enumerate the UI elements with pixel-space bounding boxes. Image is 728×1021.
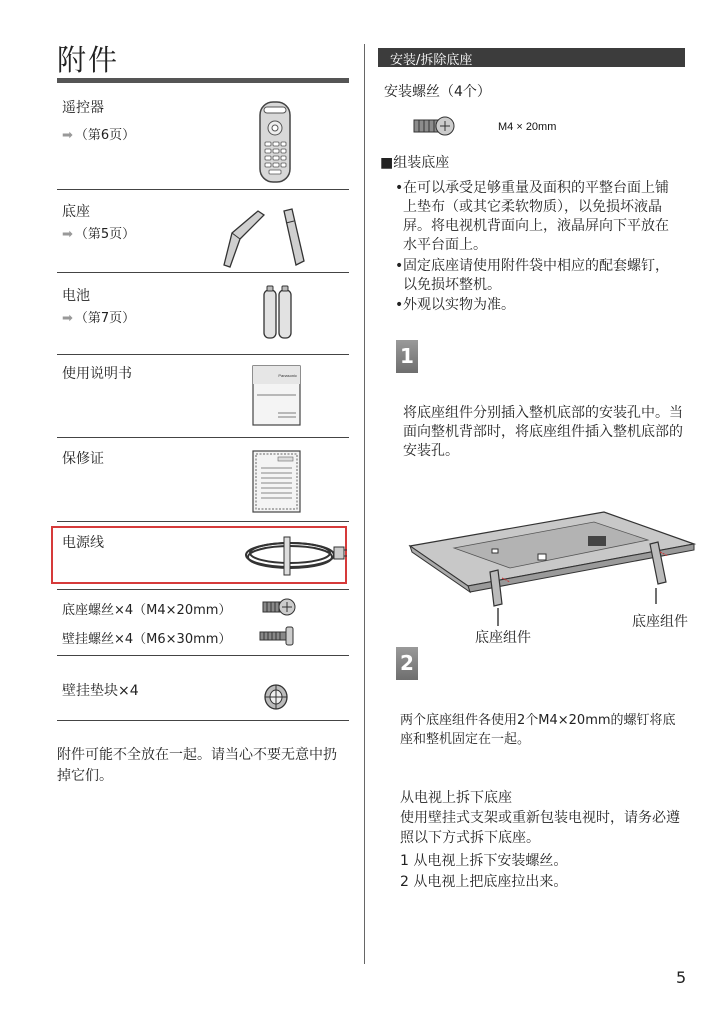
item-stand-ref-text: （第5页） [74,227,136,242]
screw-icon [262,596,296,618]
right-arrow-icon: ➡ [62,311,73,326]
column-divider [364,44,365,964]
item-manual-label: 使用说明书 [62,366,132,382]
item-remote-label: 遥控器 [62,100,104,116]
step-1-number: 1 [400,344,414,368]
screw-spec: M4 × 20mm [498,121,557,133]
item-spacer-label: 壁挂垫块×4 [62,683,139,699]
remove-step-1: 1 从电视上拆下安装螺丝。 [400,853,568,869]
step-2-text: 两个底座组件各使用2个M4×20mm的螺钉将底座和整机固定在一起。 [400,713,676,747]
step-1-text: 将底座组件分别插入整机底部的安装孔中。当面向整机背部时，将底座组件插入整机底部的安装孔。 [403,405,683,459]
screws-label: 安装螺丝（4个） [384,84,491,100]
separator [57,272,349,273]
separator [57,655,349,656]
bullet-item [395,179,680,255]
figure-label-stand-left: 底座组件 [475,630,531,646]
item-warranty-label: 保修证 [62,451,104,467]
remove-text: 使用壁挂式支架或重新包装电视时，请务必遵照以下方式拆下底座。 [400,810,680,846]
item-battery-ref [62,307,135,326]
item-power-cord-label: 电源线 [62,535,104,551]
stand-legs-icon [218,203,308,269]
right-arrow-icon: ➡ [62,128,73,143]
step-2-number: 2 [400,651,414,675]
bullet-text: 固定底座请使用附件袋中相应的配套螺钉，以免损坏整机。 [403,258,669,293]
item-stand-ref [62,223,135,242]
remote-control-icon [258,100,292,184]
section-title: 安装/拆除底座 [390,53,473,68]
bullet-text: 外观以实物为准。 [403,297,515,313]
separator [57,189,349,190]
battery-icon [262,284,294,340]
item-wall-screw-label: 壁挂螺丝×4（M6×30mm） [62,632,232,647]
item-battery-label: 电池 [62,288,90,304]
step-1-badge [396,340,418,373]
figure-label-stand-right: 底座组件 [632,614,688,630]
section-header [378,48,685,67]
warranty-card-icon [252,450,302,514]
remove-step-2: 2 从电视上把底座拉出来。 [400,874,568,890]
title-rule [57,78,349,83]
manual-brand: Panasonic [278,373,297,378]
bullet-item [395,296,680,315]
separator [57,521,349,522]
page-title: 附件 [57,43,120,77]
bullet-dot: • [395,180,404,196]
separator [57,720,349,721]
bullet-dot: • [395,297,404,313]
separator [57,354,349,355]
step-2-badge [396,647,418,680]
item-stand-label: 底座 [62,204,90,220]
item-remote-ref [62,124,135,143]
item-stand-screw-label: 底座螺丝×4（M4×20mm） [62,603,232,618]
assemble-title: ■组装底座 [380,155,450,171]
remove-title: 从电视上拆下底座 [400,790,512,806]
right-arrow-icon: ➡ [62,227,73,242]
item-remote-ref-text: （第6页） [74,128,136,143]
bullet-text: 在可以承受足够重量及面积的平整台面上铺上垫布（或其它柔软物质），以免损坏液晶屏。将电视机背面向上，液晶屏向下平放在水平台面上。 [403,180,669,253]
bullet-item [395,257,680,295]
separator [57,437,349,438]
separator [57,589,349,590]
bullet-dot: • [395,258,404,274]
accessory-note: 附件可能不全放在一起。请当心不要无意中扔掉它们。 [57,747,337,784]
manual-booklet-icon [252,365,302,427]
wall-spacer-icon [263,683,289,711]
screw-icon [259,625,297,647]
screw-icon [412,114,456,138]
page-number: 5 [676,968,687,987]
power-cord-icon [240,533,348,579]
item-battery-ref-text: （第7页） [74,311,136,326]
